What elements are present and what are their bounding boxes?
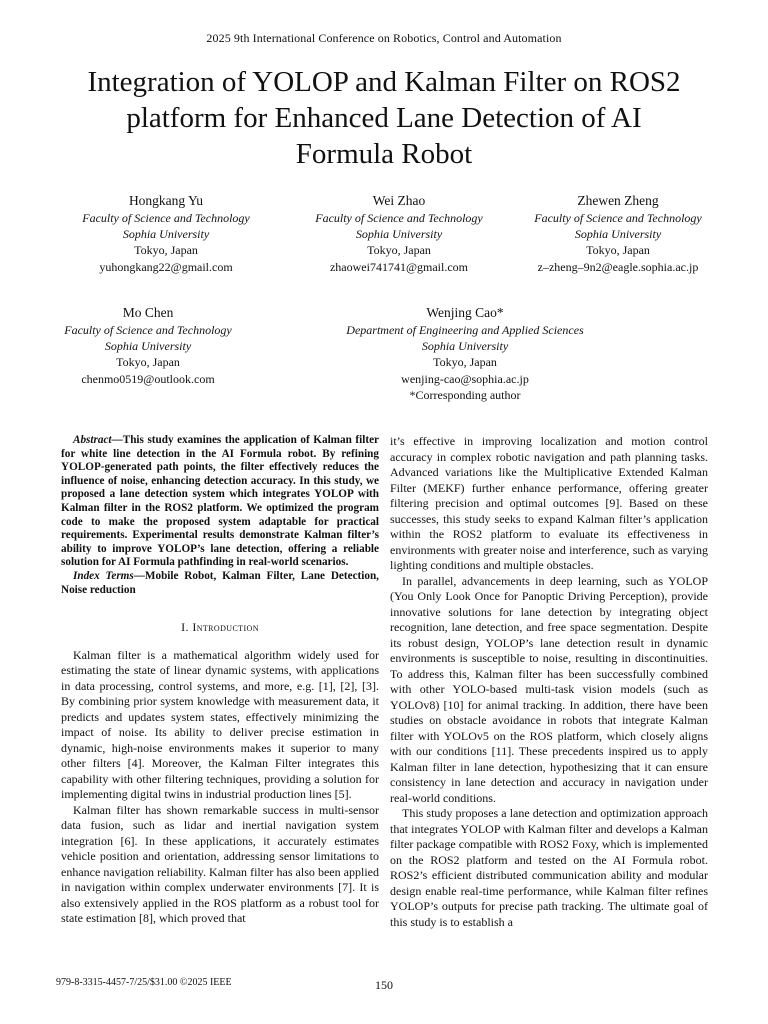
paragraph: In parallel, advancements in deep learning, such as YOLOP (You Only Look Once for Panoptic Driving Perception), provide innovative solutions for lane detection by integrating object recognition, lane detection, and free space segmentation. Despite its robust design, YOLOP’s lane detection result in dynamic environments is susceptible to noise, resulting in discontinuities. To address this, Kalman filter has been successfully combined with other YOLO-based multi-task vision models (such as YOLOv8) [10] for animal tracking. In addition, there have been studies on obstacle avoidance in robots that integrate Kalman filter with YOLOv5 on the ROS platform, which closely aligns with our conditions [11]. These precedents inspired us to apply Kalman filter in lane detection, hypothesizing that it can ensure consistency in lane detection and accuracy in navigation under real-world conditions.: [390, 573, 708, 805]
author-name: Wenjing Cao*: [426, 305, 504, 320]
title-line: Formula Robot: [295, 138, 473, 170]
author-name: Hongkang Yu: [128, 193, 204, 208]
author-email: z–zheng–9n2@eagle.sophia.ac.jp: [537, 259, 699, 274]
author-university: Sophia University: [421, 339, 509, 354]
left-column: [61, 434, 379, 927]
author-university: Sophia University: [104, 339, 192, 354]
paragraph: it’s effective in improving localization and motion control accuracy in complex robotic navigation and path planning tasks. Advanced variations like the Multiplicative Extended Kalman Filter (MEKF) further enhance performance, offering greater filtering precision and optimal outcomes [9]. Based on these successes, this study seeks to expand Kalman filter’s application within the ROS2 platform to evaluate its effectiveness in environments with greater noise and interference, such as varying lighting conditions and multiple obstacles.: [390, 434, 708, 572]
author-block: [503, 192, 733, 275]
abstract-text: —This study examines the application of Kalman filter for white line detection in the AI Formula robot. By refining YOLOP-generated path points, the filter effectively reduces the influence of noise, enhancing detection accuracy. In this study, we proposed a lane detection system which integrates YOLOP with Kalman filter in the ROS2 platform. We optimized the program code to make the proposed system adaptable for practical requirements. Experimental results demonstrate Kalman filter’s ability to improve YOLOP’s lane detection, offering a reliable solution for AI Formula pathfinding in real-world scenarios.: [61, 434, 379, 569]
index-terms-label: Index Terms: [73, 569, 134, 582]
title-line: platform for Enhanced Lane Detection of AI: [126, 102, 642, 134]
title-line: Integration of YOLOP and Kalman Filter on ROS2: [87, 66, 681, 98]
author-affiliation: Faculty of Science and Technology: [82, 211, 250, 225]
paragraph: This study proposes a lane detection and optimization approach that integrates YOLOP with Kalman filter and develops a Kalman filter package compatible with ROS2 Foxy, which is implemented on the ROS2 platform and tested on the AI Formula robot. ROS2’s efficient distributed communication ability and modular design enable real-time performance, while Kalman filter refines YOLOP’s outputs for precise path tracking. The ultimate goal of this study is to establish a: [390, 806, 708, 929]
author-email: chenmo0519@outlook.com: [81, 371, 215, 386]
corresponding-note: *Corresponding author: [409, 387, 521, 402]
author-location: Tokyo, Japan: [367, 243, 431, 258]
author-university: Sophia University: [355, 227, 443, 242]
footer-isbn: 979-8-3315-4457-7/25/$31.00 ©2025 IEEE: [56, 977, 232, 988]
author-location: Tokyo, Japan: [433, 355, 497, 370]
author-block: [56, 192, 276, 275]
author-affiliation: Department of Engineering and Applied Sciences: [346, 323, 584, 337]
author-location: Tokyo, Japan: [134, 243, 198, 258]
section-title: Introduction: [192, 620, 259, 635]
abstract-label: Abstract: [73, 434, 112, 446]
author-name: Wei Zhao: [372, 193, 426, 208]
author-email: zhaowei741741@gmail.com: [329, 259, 469, 274]
paper-title: [40, 64, 728, 172]
conference-header: 2025 9th International Conference on Robotics, Control and Automation: [206, 31, 562, 45]
author-block: [330, 304, 600, 403]
abstract: [61, 434, 379, 570]
page-number: 150: [375, 978, 393, 992]
author-block: [289, 192, 509, 275]
author-affiliation: Faculty of Science and Technology: [534, 211, 702, 225]
author-affiliation: Faculty of Science and Technology: [315, 211, 483, 225]
side-margin: [10, 150, 30, 870]
index-terms: [61, 570, 379, 597]
author-block: [38, 304, 258, 387]
right-column: [390, 434, 708, 930]
author-email: wenjing-cao@sophia.ac.jp: [401, 371, 529, 386]
section-numeral: I.: [181, 620, 193, 635]
author-name: Mo Chen: [122, 305, 174, 320]
author-email: yuhongkang22@gmail.com: [99, 259, 233, 274]
author-location: Tokyo, Japan: [586, 243, 650, 258]
author-name: Zhewen Zheng: [577, 193, 659, 208]
paragraph: Kalman filter has shown remarkable success in multi-sensor data fusion, such as lidar and inertial navigation system integration [6]. In these applications, it accurately estimates vehicle position and orientation, addressing sensor limitations to enhance navigation reliability. Kalman filter has also been applied in navigation within complex underwater environments [7]. It is also extensively applied in the ROS platform as a robust tool for state estimation [8], which proved that: [61, 802, 379, 926]
index-terms-text: —Mobile Robot, Kalman Filter, Lane Detection, Noise reduction: [61, 569, 379, 596]
author-affiliation: Faculty of Science and Technology: [64, 323, 232, 337]
author-location: Tokyo, Japan: [116, 355, 180, 370]
section-heading: [61, 620, 379, 636]
author-university: Sophia University: [122, 227, 210, 242]
author-university: Sophia University: [574, 227, 662, 242]
paragraph: Kalman filter is a mathematical algorithm widely used for estimating the state of linear dynamic systems, with applications in data processing, control systems, and more, e.g. [1], [2], [3]. By combining prior system knowledge with measurement data, it predicts and updates system states, effectively minimizing the impact of noise. Its ability to deliver precise estimation in dynamic, high-noise environments makes it superior to many other filters [4]. Moreover, the Kalman Filter integrates this capability with other filtering techniques, providing a solution for implementing digital twins in industrial production lines [5].: [61, 647, 379, 802]
